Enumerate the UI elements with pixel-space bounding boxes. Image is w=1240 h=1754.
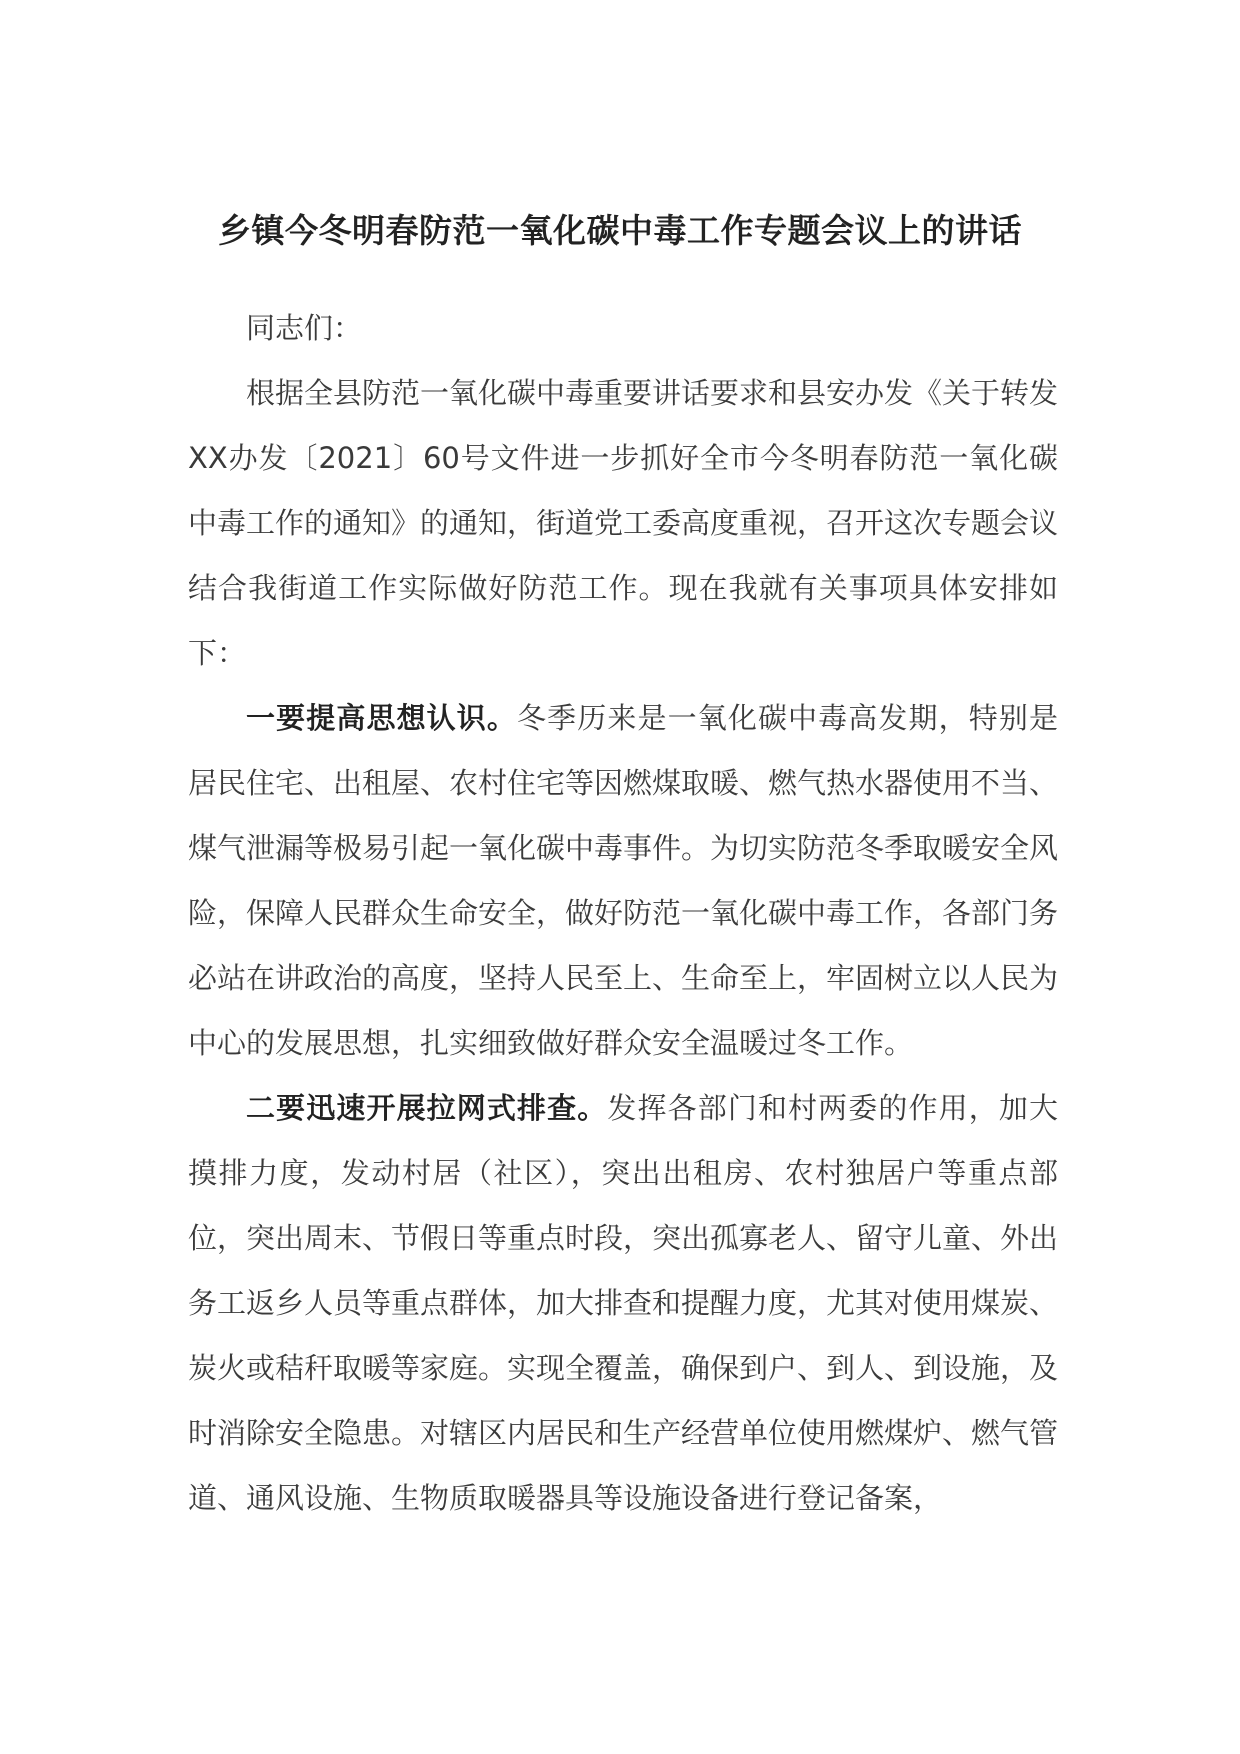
section-paragraph-1 <box>188 686 1058 1076</box>
document-title: 乡镇今冬明春防范一氧化碳中毒工作专题会议上的讲话 <box>218 211 1022 250</box>
section-paragraph-2 <box>188 1076 1058 1531</box>
document-body <box>188 296 1058 1531</box>
section-text-1: 冬季历来是一氧化碳中毒高发期，特别是居民住宅、出租屋、农村住宅等因燃煤取暖、燃气热水器使用不当、煤气泄漏等极易引起一氧化碳中毒事件。为切实防范冬季取暖安全风险，保障人民群众生命安全，做好防范一氧化碳中毒工作，各部门务必站在讲政治的高度，坚持人民至上、生命至上，牢固树立以人民为中心的发展思想，扎实细致做好群众安全温暖过冬工作。 <box>188 701 1059 1060</box>
intro-paragraph: 根据全县防范一氧化碳中毒重要讲话要求和县安办发《关于转发XX办发〔2021〕60号文件进一步抓好全市今冬明春防范一氧化碳中毒工作的通知》的通知，街道党工委高度重视，召开这次专题会议结合我街道工作实际做好防范工作。现在我就有关事项具体安排如下： <box>188 376 1059 670</box>
section-heading-1: 一要提高思想认识。 <box>246 701 518 735</box>
salutation: 同志们： <box>246 311 363 345</box>
section-heading-2: 二要迅速开展拉网式排查。 <box>246 1091 608 1125</box>
section-text-2: 发挥各部门和村两委的作用，加大摸排力度，发动村居（社区），突出出租房、农村独居户等重点部位，突出周末、节假日等重点时段，突出孤寡老人、留守儿童、外出务工返乡人员等重点群体，加大排查和提醒力度，尤其对使用煤炭、炭火或秸秆取暖等家庭。实现全覆盖，确保到户、到人、到设施，及时消除安全隐患。对辖区内居民和生产经营单位使用燃煤炉、燃气管道、通风设施、生物质取暖器具等设施设备进行登记备案， <box>188 1091 1059 1515</box>
